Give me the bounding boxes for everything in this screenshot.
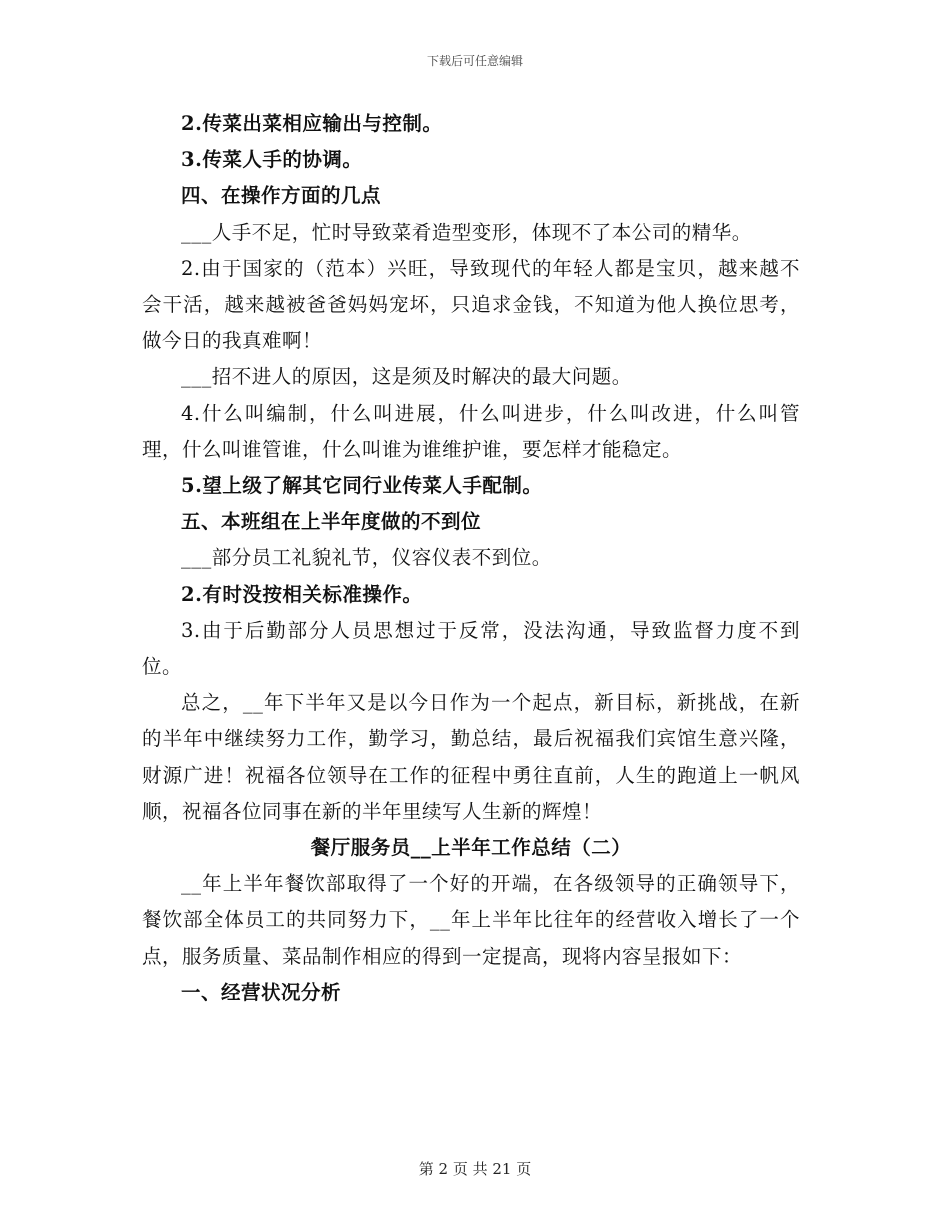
paragraph: 3.传菜人手的协调。 [181, 148, 363, 172]
section-heading: 五、本班组在上半年度做的不到位 [181, 510, 482, 534]
paragraph: 3.由于后勤部分人员思想过于反常，没法沟通，导致监督力度不到位。 [142, 618, 800, 679]
document-title: 餐厅服务员__上半年工作总结（二） [310, 836, 632, 860]
page-footer: 第 2 页 共 21 页 [418, 1160, 532, 1178]
paragraph: 5.望上级了解其它同行业传菜人手配制。 [181, 474, 543, 498]
paragraph: 2.有时没按相关标准操作。 [181, 582, 423, 606]
paragraph: 2.由于国家的（范本）兴旺，导致现代的年轻人都是宝贝，越来越不会干活，越来越被爸爸妈妈宠坏，只追求金钱，不知道为他人换位思考，做今日的我真难啊！ [142, 256, 800, 353]
paragraph: __年上半年餐饮部取得了一个好的开端，在各级领导的正确领导下，餐饮部全体员工的共同努力下，__年上半年比往年的经营收入增长了一个点，服务质量、菜品制作相应的得到一定提高，现将内容呈报如下： [142, 872, 800, 968]
section-heading: 一、经营状况分析 [181, 980, 342, 1004]
paragraph: 4.什么叫编制，什么叫进展，什么叫进步，什么叫改进，什么叫管理，什么叫谁管谁，什么叫谁为谁维护谁，要怎样才能稳定。 [142, 401, 800, 461]
paragraph: ___部分员工礼貌礼节，仪容仪表不到位。 [181, 546, 552, 570]
paragraph: 总之，__年下半年又是以今日作为一个起点，新目标，新挑战，在新的半年中继续努力工作，勤学习，勤总结，最后祝福我们宾馆生意兴隆，财源广进！祝福各位领导在工作的征程中勇往直前，人生的跑道上一帆风顺，祝福各位同事在新的半年里续写人生新的辉煌！ [142, 691, 800, 823]
paragraph: ___人手不足，忙时导致菜肴造型变形，体现不了本公司的精华。 [181, 220, 752, 244]
document-body [142, 106, 800, 1011]
page-header: 下载后可任意编辑 [426, 54, 523, 68]
section-heading: 四、在操作方面的几点 [181, 184, 382, 208]
paragraph: ___招不进人的原因，这是须及时解决的最大问题。 [181, 365, 632, 389]
paragraph: 2.传菜出菜相应输出与控制。 [181, 112, 443, 135]
